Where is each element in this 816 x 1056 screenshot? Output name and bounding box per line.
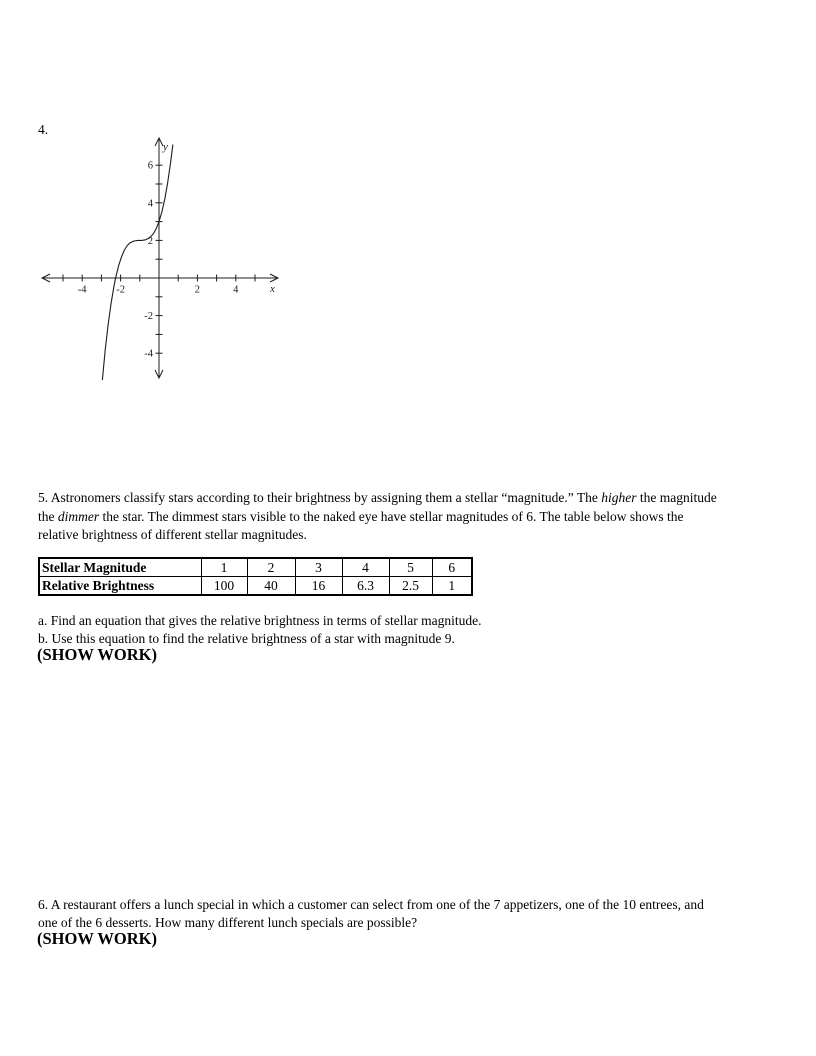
- word-dimmer-italic: dimmer: [57, 508, 100, 524]
- problem5-part-a: a. Find an equation that gives the relative brightness in terms of stellar magnitude.: [38, 613, 482, 628]
- problem6-line2: one of the 6 desserts. How many different lunch specials are possible?: [38, 914, 418, 930]
- magnitude-cell: 6: [432, 558, 472, 577]
- magnitude-cell: 1: [201, 558, 247, 577]
- problem5-line2-text: the: [38, 508, 58, 524]
- x-axis-label: x: [270, 283, 275, 295]
- brightness-cell: 1: [432, 577, 472, 596]
- magnitude-cell: 3: [295, 558, 342, 577]
- table-row-magnitude: [39, 558, 472, 577]
- x-tick-label: 4: [233, 284, 239, 296]
- brightness-cell: 16: [295, 577, 342, 596]
- function-graph: [36, 130, 292, 386]
- problem5-parts: [38, 612, 482, 647]
- brightness-cell: 40: [247, 577, 295, 596]
- problem5-part-b: b. Use this equation to find the relative brightness of a star with magnitude 9.: [38, 630, 455, 646]
- problem5-show-work: (SHOW WORK): [37, 645, 157, 664]
- row-header-relative-brightness: Relative Brightness: [39, 577, 201, 596]
- x-tick-label: -2: [116, 284, 125, 296]
- y-tick-label: -4: [144, 348, 153, 360]
- word-higher-italic: higher: [601, 490, 637, 505]
- y-tick-label: 6: [147, 160, 153, 172]
- row-header-stellar-magnitude: Stellar Magnitude: [39, 558, 201, 577]
- problem5-line2-end: the star. The dimmest stars visible to the naked eye have stellar magnitudes of 6. The table below shows the: [99, 508, 684, 524]
- problem6-text: [38, 896, 704, 931]
- brightness-cell: 2.5: [389, 577, 432, 596]
- problem5-line1: [38, 489, 717, 508]
- x-tick-label: -4: [77, 284, 87, 296]
- problem5-line2: [38, 508, 717, 527]
- problem5-line1-text: 5. Astronomers classify stars according to their brightness by assigning them a stellar “magnitude.” The: [38, 490, 602, 505]
- y-tick-label: 2: [147, 235, 153, 247]
- magnitude-cell: 4: [342, 558, 389, 577]
- problem4-number: 4.: [38, 122, 49, 137]
- y-axis-label: y: [163, 141, 168, 153]
- problem6-line1: 6. A restaurant offers a lunch special in which a customer can select from one of the 7 appetizers, one of the 10 entrees, and: [38, 897, 704, 912]
- cubic-curve: [102, 145, 172, 380]
- brightness-table: [38, 557, 473, 596]
- problem5-line1-end: the magnitude: [636, 490, 717, 505]
- problem5-line3: relative brightness of different stellar magnitudes.: [38, 527, 307, 542]
- brightness-cell: 6.3: [342, 577, 389, 596]
- problem6-show-work: (SHOW WORK): [37, 929, 157, 948]
- x-tick-label: 2: [194, 284, 201, 296]
- brightness-cell: 100: [201, 577, 247, 596]
- magnitude-cell: 5: [389, 558, 432, 577]
- problem5-text: [38, 489, 717, 545]
- table-row-brightness: [39, 577, 472, 596]
- magnitude-cell: 2: [247, 558, 295, 577]
- y-tick-label: -2: [144, 311, 153, 323]
- y-tick-label: 4: [147, 198, 153, 210]
